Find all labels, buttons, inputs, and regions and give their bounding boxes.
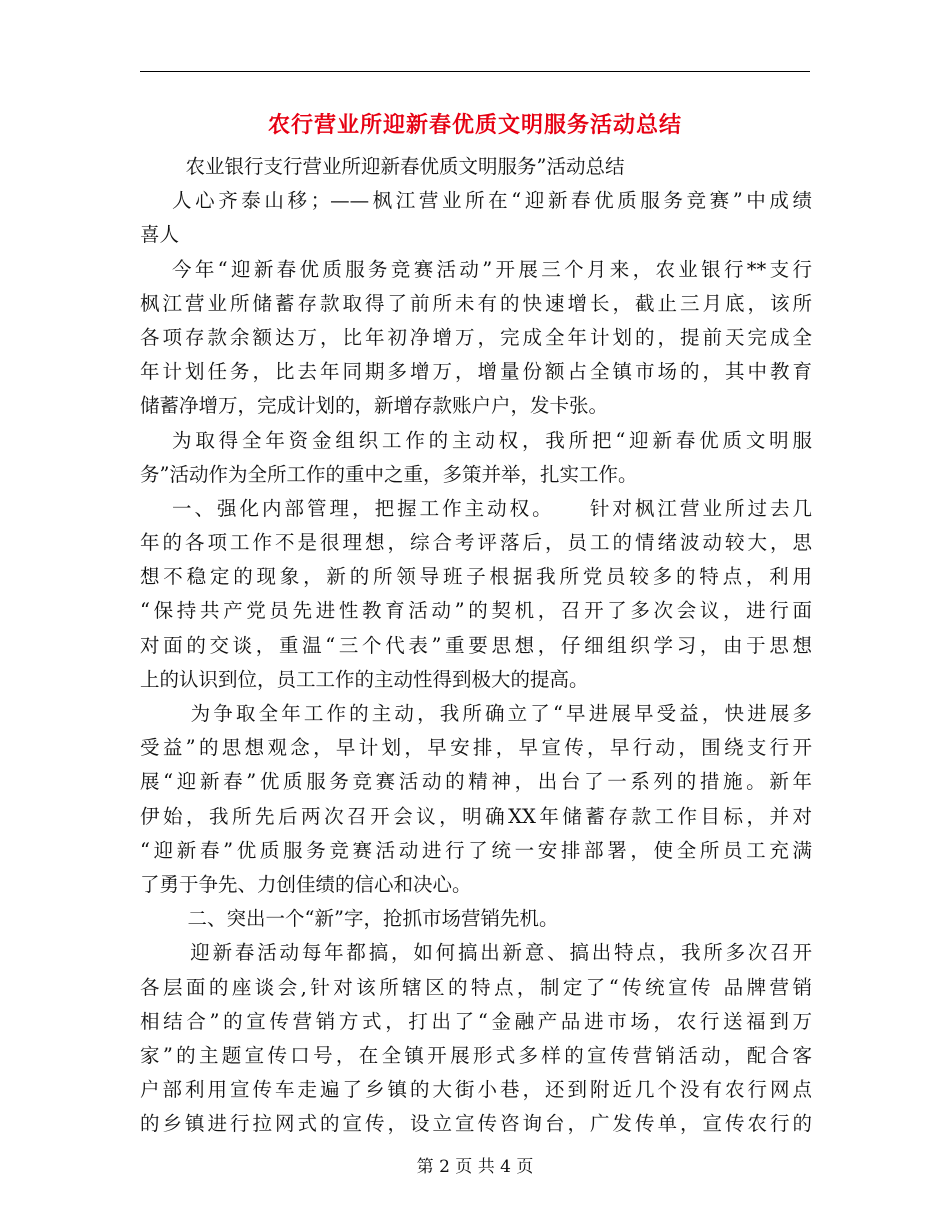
document-title: 农行营业所迎新春优质文明服务活动总结 bbox=[267, 112, 682, 138]
body-line: 喜人 bbox=[140, 223, 180, 247]
body-line: 农业银行支行营业所迎新春优质文明服务”活动总结 bbox=[166, 155, 625, 178]
body-line: 务”活动作为全所工作的重中之重，多策并举，扎实工作。 bbox=[140, 462, 638, 486]
body-line: “保持共产党员先进性教育活动”的契机，召开了多次会议，进行面 bbox=[140, 599, 812, 623]
page-footer: 第 2 页 共 4 页 bbox=[416, 1157, 534, 1177]
body-line: 枫江营业所储蓄存款取得了前所未有的快速增长，截止三月底，该所 bbox=[140, 291, 812, 315]
body-line: 家”的主题宣传口号，在全镇开展形式多样的宣传营销活动，配合客 bbox=[140, 1043, 812, 1067]
body-line: 受益”的思想观念，早计划，早安排，早宣传，早行动，围绕支行开 bbox=[140, 736, 812, 760]
body-line: 各层面的座谈会,针对该所辖区的特点，制定了“传统宣传 品牌营销 bbox=[140, 975, 812, 999]
body-line: 对面的交谈，重温“三个代表”重要思想，仔细组织学习，由于思想 bbox=[140, 633, 812, 657]
body-line: 为争取全年工作的主动，我所确立了“早进展早受益，快进展多 bbox=[168, 702, 812, 725]
body-line: 户部利用宣传车走遍了乡镇的大街小巷，还到附近几个没有农行网点 bbox=[140, 1078, 812, 1102]
body-line: 了勇于争先、力创佳绩的信心和决心。 bbox=[140, 872, 472, 896]
body-line: 的乡镇进行拉网式的宣传，设立宣传咨询台，广发传单，宣传农行的 bbox=[140, 1112, 812, 1136]
body-line: 二、突出一个“新”字，抢抓市场营销先机。 bbox=[168, 907, 559, 931]
body-line: 今年“迎新春优质服务竞赛活动”开展三个月来，农业银行**支行 bbox=[172, 257, 812, 281]
body-line: 伊始，我所先后两次召开会议，明确XX年储蓄存款工作目标，并对 bbox=[140, 804, 812, 828]
body-line: 储蓄净增万，完成计划的，新增存款账户户，发卡张。 bbox=[140, 394, 609, 418]
body-line: 为取得全年资金组织工作的主动权，我所把“迎新春优质文明服 bbox=[172, 428, 812, 452]
body-line: 展“迎新春”优质服务竞赛活动的精神，出台了一系列的措施。新年 bbox=[140, 770, 812, 794]
body-line: 迎新春活动每年都搞，如何搞出新意、搞出特点，我所多次召开 bbox=[168, 941, 812, 965]
body-line: 相结合”的宣传营销方式，打出了“金融产品进市场，农行送福到万 bbox=[140, 1009, 812, 1033]
body-line: 各项存款余额达万，比年初净增万，完成全年计划的，提前天完成全 bbox=[140, 325, 812, 349]
body-line: 人心齐泰山移；——枫江营业所在“迎新春优质服务竞赛”中成绩 bbox=[172, 189, 812, 213]
body-line: “迎新春”优质服务竞赛活动进行了统一安排部署，使全所员工充满 bbox=[140, 838, 812, 862]
document-body bbox=[140, 150, 812, 1141]
body-line: 想不稳定的现象，新的所领导班子根据我所党员较多的特点，利用 bbox=[140, 565, 812, 589]
body-line: 上的认识到位，员工工作的主动性得到极大的提高。 bbox=[140, 667, 589, 691]
body-line: 年计划任务，比去年同期多增万，增量份额占全镇市场的，其中教育 bbox=[140, 360, 812, 384]
body-line: 年的各项工作不是很理想，综合考评落后，员工的情绪波动较大，思 bbox=[140, 531, 812, 555]
header-rule bbox=[140, 71, 810, 72]
body-line: 一、强化内部管理，把握工作主动权。 针对枫江营业所过去几 bbox=[172, 496, 812, 520]
